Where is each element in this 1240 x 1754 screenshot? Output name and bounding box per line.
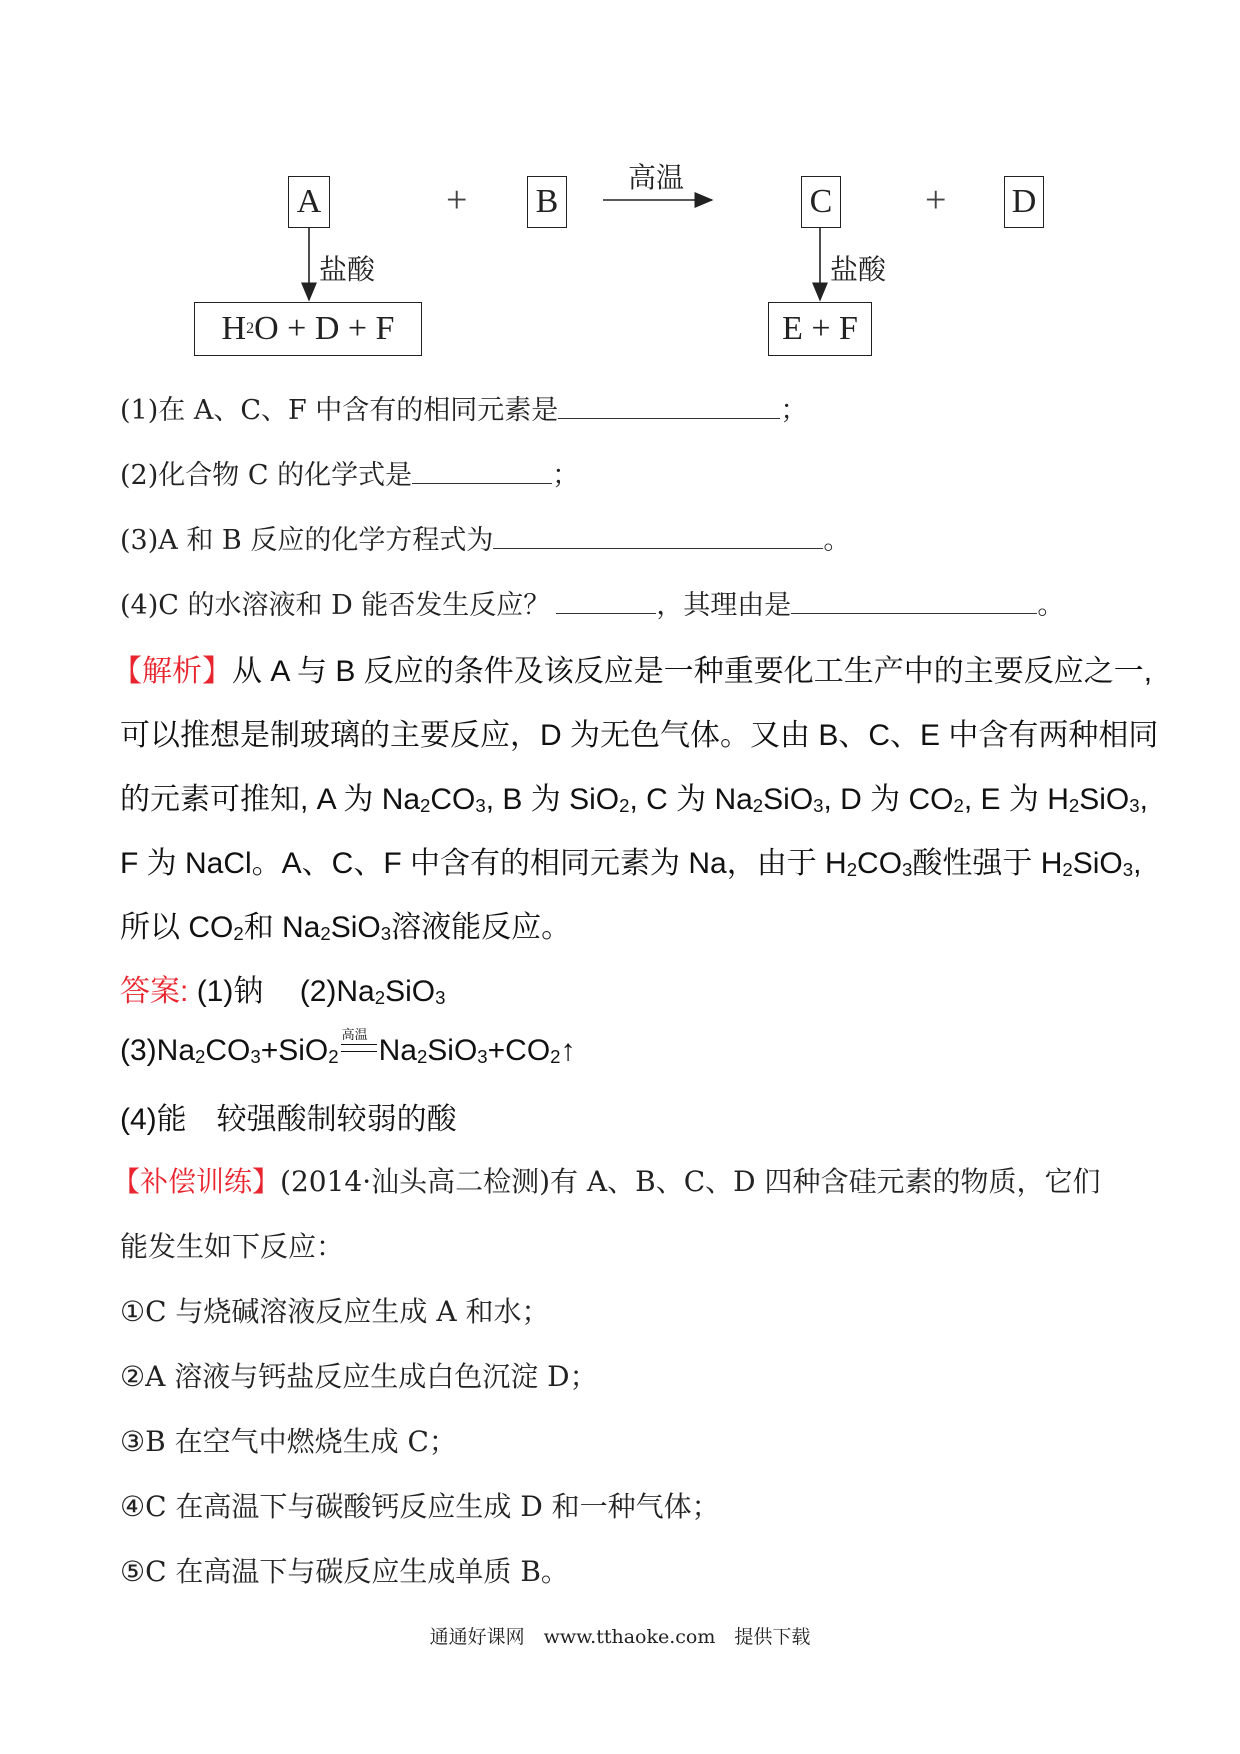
answer-text: CO: [205, 1034, 251, 1067]
answer-text: (3)Na: [120, 1034, 196, 1067]
analysis-text: 从 A 与 B 反应的条件及该反应是一种重要化工生产中的主要反应之一,: [232, 655, 1153, 688]
subscript: 2: [1062, 858, 1073, 880]
subscript: 2: [953, 794, 964, 816]
answer-tag: 答案:: [120, 975, 189, 1008]
left-reagent-label: 盐酸: [319, 253, 376, 286]
subscript: 2: [195, 1045, 206, 1067]
supplement-item-4: ④C 在高温下与碳酸钙反应生成 D 和一种气体；: [120, 1490, 720, 1523]
analysis-line-5: [120, 902, 571, 946]
supplement-line-2: [120, 1225, 344, 1265]
supplement-line-1: [112, 1160, 1101, 1200]
analysis-text: 所以 CO: [120, 911, 234, 944]
analysis-text: 的元素可推知, A 为 Na: [120, 783, 421, 816]
answer-text: SiO: [427, 1034, 478, 1067]
left-product-h: H: [221, 310, 247, 347]
analysis-tag: 【解析】: [112, 655, 232, 688]
supplement-item-3: ③B 在空气中燃烧生成 C；: [120, 1425, 457, 1458]
analysis-text: , D 为 CO: [823, 783, 954, 816]
analysis-line-2: [120, 710, 1158, 754]
analysis-text: ,: [1133, 847, 1142, 880]
left-product-box: [194, 302, 422, 356]
answer-text: +SiO: [260, 1034, 329, 1067]
analysis-text: , E 为 H: [963, 783, 1069, 816]
analysis-line-1: [112, 646, 1152, 690]
equals-bars: [341, 1044, 377, 1052]
subscript: 3: [250, 1045, 261, 1067]
answer-line-4: [120, 1094, 457, 1138]
question-1-text: (1)在 A、C、F 中含有的相同元素是: [120, 395, 559, 426]
analysis-line-4: [120, 838, 1141, 882]
subscript: 3: [477, 1045, 488, 1067]
subscript: 3: [1129, 794, 1140, 816]
box-d: D: [1004, 176, 1044, 228]
supplement-tag: 【补偿训练】: [112, 1165, 281, 1198]
supplement-item-5: ⑤C 在高温下与碳反应生成单质 B。: [120, 1555, 569, 1588]
plus-sign: +: [446, 179, 468, 221]
supplement-item-2: ②A 溶液与钙盐反应生成白色沉淀 D；: [120, 1360, 598, 1393]
question-4-text: (4)C 的水溶液和 D 能否发生反应？: [120, 590, 551, 621]
gas-arrow: ↑: [560, 1034, 576, 1067]
analysis-text: , B 为 SiO: [485, 783, 620, 816]
subscript: 3: [475, 794, 486, 816]
answer-text: Na: [378, 1034, 417, 1067]
analysis-line-3: [120, 774, 1148, 818]
analysis-text: SiO: [1072, 847, 1123, 880]
box-c: C: [801, 176, 841, 228]
analysis-text: ,: [1139, 783, 1148, 816]
answer-line-1: [120, 966, 445, 1010]
condition-text: 高温: [341, 1028, 368, 1043]
answer-text: +CO: [487, 1034, 551, 1067]
supplement-text: 能发生如下反应：: [120, 1230, 345, 1263]
subscript: 2: [416, 1045, 428, 1067]
answer-text: SiO: [385, 975, 436, 1008]
question-2-end: ；: [552, 460, 580, 491]
subscript: 3: [380, 922, 392, 944]
subscript: 3: [435, 986, 446, 1008]
reaction-arrows: [0, 0, 1240, 360]
analysis-text: SiO: [763, 783, 814, 816]
subscript: 2: [550, 1045, 561, 1067]
box-a: A: [288, 176, 330, 228]
page-footer: 通通好课网 www.tthaoke.com 提供下载: [429, 1626, 811, 1648]
subscript: 2: [619, 794, 630, 816]
subscript: 3: [1122, 858, 1134, 880]
right-product-box: E + F: [768, 302, 872, 356]
question-3-end: 。: [823, 525, 851, 556]
subscript: 3: [902, 858, 913, 880]
answer-blank: [791, 589, 1037, 614]
left-product-rest: O + D + F: [254, 310, 395, 347]
box-b: B: [527, 176, 567, 228]
analysis-text: F 为 NaCl。A、C、F 中含有的相同元素为 Na，由于 H: [120, 847, 847, 880]
subscript: 2: [420, 794, 431, 816]
question-3-text: (3)A 和 B 反应的化学方程式为: [120, 525, 494, 556]
subscript: 2: [374, 986, 386, 1008]
analysis-text: SiO: [330, 911, 381, 944]
question-1-end: ；: [780, 395, 808, 426]
subscript: 2: [328, 1045, 339, 1067]
answer-line-3: [120, 1030, 576, 1068]
analysis-text: , C 为 Na: [629, 783, 753, 816]
analysis-text: 可以推想是制玻璃的主要反应，D 为无色气体。又由 B、C、E 中含有两种相同: [120, 719, 1159, 752]
arrow-condition: 高温: [628, 161, 685, 194]
analysis-text: SiO: [1079, 783, 1130, 816]
answer-blank: [493, 524, 823, 549]
answer-blank: [558, 394, 780, 419]
answer-4: (4)能 较强酸制较弱的酸: [120, 1103, 457, 1136]
analysis-text: CO: [857, 847, 903, 880]
question-4: [120, 583, 1064, 622]
analysis-text: 溶液能反应。: [391, 911, 572, 944]
reaction-condition: [339, 1030, 379, 1060]
subscript: 2: [846, 858, 858, 880]
subscript: 2: [233, 922, 244, 944]
answer-1: (1)钠: [196, 975, 264, 1008]
subscript: 2: [1068, 794, 1080, 816]
question-4-mid: ，其理由是: [656, 590, 792, 621]
right-reagent-label: 盐酸: [830, 253, 887, 286]
question-2: [120, 453, 579, 492]
answer-blank: [556, 589, 656, 614]
subscript: 3: [813, 794, 824, 816]
question-3: [120, 518, 850, 557]
question-4-end: 。: [1037, 590, 1065, 621]
analysis-text: 酸性强于 H: [912, 847, 1063, 880]
answer-blank: [412, 459, 552, 484]
supplement-text: (2014·汕头高二检测)有 A、B、C、D 四种含硅元素的物质，它们: [280, 1165, 1101, 1198]
subscript: 2: [320, 922, 331, 944]
analysis-text: 和 Na: [243, 911, 321, 944]
left-product-sub: 2: [246, 320, 255, 337]
answer-text: (2)Na: [299, 975, 375, 1008]
supplement-item-1: ①C 与烧碱溶液反应生成 A 和水；: [120, 1295, 550, 1328]
question-2-text: (2)化合物 C 的化学式是: [120, 460, 413, 491]
answer-2: [300, 975, 446, 1008]
analysis-text: CO: [430, 783, 476, 816]
subscript: 2: [752, 794, 764, 816]
plus-sign: +: [925, 179, 947, 221]
question-1: [120, 388, 807, 427]
